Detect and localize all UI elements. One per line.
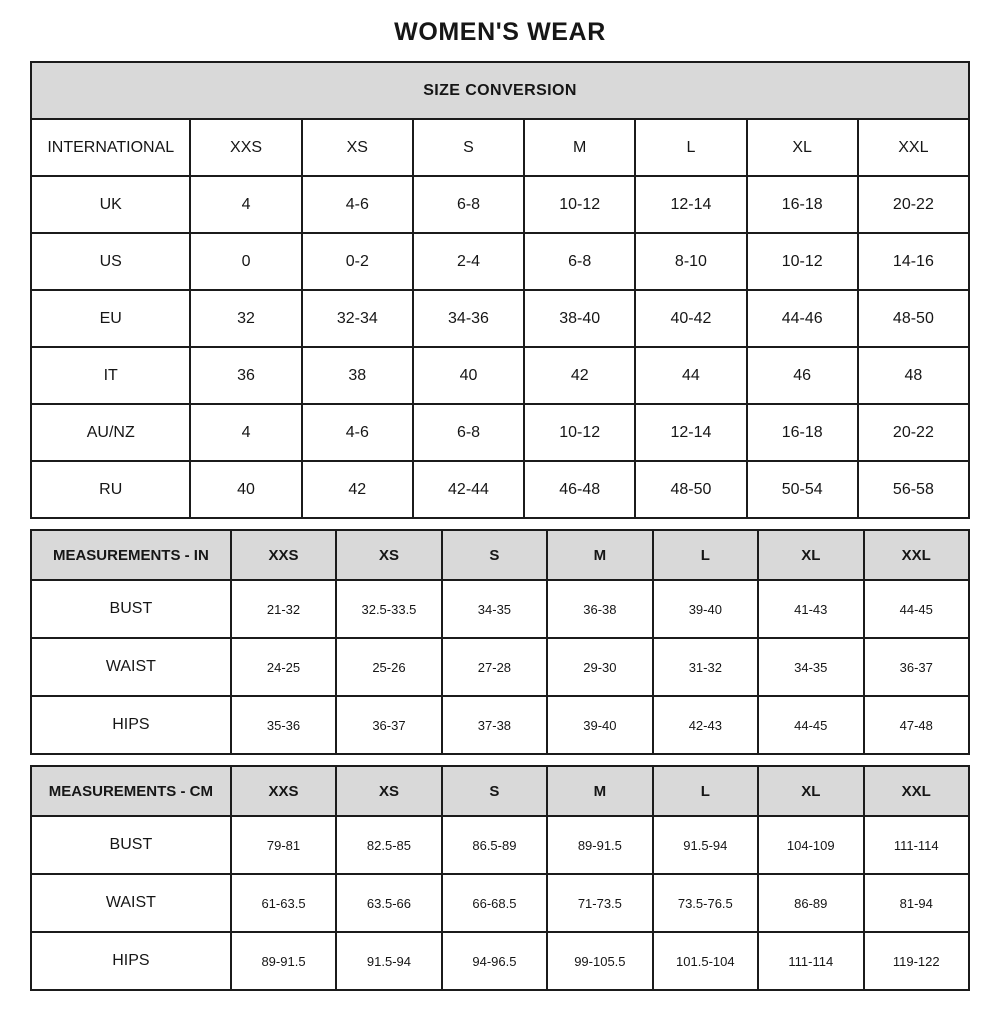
row-label: BUST (31, 816, 231, 874)
size-cell: 42-44 (413, 461, 524, 518)
size-cell: 48 (858, 347, 969, 404)
size-cell: 20-22 (858, 176, 969, 233)
column-header: XXL (864, 766, 970, 816)
row-label: UK (31, 176, 190, 233)
size-cell: 79-81 (231, 816, 336, 874)
size-cell: 99-105.5 (547, 932, 652, 990)
size-cell: 86.5-89 (442, 816, 547, 874)
row-label: IT (31, 347, 190, 404)
size-cell: 44-45 (864, 580, 970, 638)
size-cell: 4-6 (302, 404, 413, 461)
size-cell: 34-36 (413, 290, 524, 347)
column-header: M (547, 530, 652, 580)
size-cell: 40 (190, 461, 301, 518)
size-cell: 34-35 (442, 580, 547, 638)
size-cell: 42-43 (653, 696, 758, 754)
table-row (31, 347, 969, 404)
size-cell: 73.5-76.5 (653, 874, 758, 932)
row-label: AU/NZ (31, 404, 190, 461)
size-cell: 10-12 (524, 404, 635, 461)
size-cell: 101.5-104 (653, 932, 758, 990)
size-cell: 29-30 (547, 638, 652, 696)
table-row (31, 816, 969, 874)
size-cell: 38 (302, 347, 413, 404)
column-header: M (547, 766, 652, 816)
size-cell: 40-42 (635, 290, 746, 347)
size-cell: 16-18 (747, 404, 858, 461)
row-label: HIPS (31, 932, 231, 990)
size-cell: 104-109 (758, 816, 863, 874)
column-header: XXS (190, 119, 301, 176)
column-header: XXL (864, 530, 970, 580)
size-cell: 94-96.5 (442, 932, 547, 990)
size-cell: 12-14 (635, 404, 746, 461)
size-cell: 2-4 (413, 233, 524, 290)
size-cell: 10-12 (747, 233, 858, 290)
size-cell: 4-6 (302, 176, 413, 233)
column-header: L (653, 530, 758, 580)
size-cell: 4 (190, 176, 301, 233)
row-label: EU (31, 290, 190, 347)
size-cell: 6-8 (413, 176, 524, 233)
size-cell: 24-25 (231, 638, 336, 696)
size-cell: 63.5-66 (336, 874, 441, 932)
size-cell: 111-114 (758, 932, 863, 990)
size-cell: 48-50 (858, 290, 969, 347)
size-cell: 35-36 (231, 696, 336, 754)
column-header: XL (758, 530, 863, 580)
table-row (31, 638, 969, 696)
table-row (31, 404, 969, 461)
column-header: XXL (858, 119, 969, 176)
size-cell: 6-8 (413, 404, 524, 461)
table-row (31, 696, 969, 754)
size-cell: 14-16 (858, 233, 969, 290)
size-cell: 50-54 (747, 461, 858, 518)
column-header: L (653, 766, 758, 816)
row-label: WAIST (31, 638, 231, 696)
size-cell: 4 (190, 404, 301, 461)
size-cell: 46 (747, 347, 858, 404)
size-cell: 36 (190, 347, 301, 404)
table-row (31, 932, 969, 990)
table-row (31, 580, 969, 638)
column-header: XXS (231, 530, 336, 580)
size-cell: 39-40 (547, 696, 652, 754)
column-header: M (524, 119, 635, 176)
row-label: RU (31, 461, 190, 518)
size-cell: 48-50 (635, 461, 746, 518)
header-label: MEASUREMENTS - CM (31, 766, 231, 816)
size-cell: 36-37 (336, 696, 441, 754)
size-cell: 34-35 (758, 638, 863, 696)
table-row (31, 874, 969, 932)
size-cell: 89-91.5 (231, 932, 336, 990)
size-cell: 0-2 (302, 233, 413, 290)
table-row (31, 233, 969, 290)
size-cell: 119-122 (864, 932, 970, 990)
size-cell: 38-40 (524, 290, 635, 347)
size-cell: 44-46 (747, 290, 858, 347)
size-cell: 44-45 (758, 696, 863, 754)
size-cell: 12-14 (635, 176, 746, 233)
row-label: HIPS (31, 696, 231, 754)
header-label: INTERNATIONAL (31, 119, 190, 176)
column-header: XS (336, 766, 441, 816)
header-row (31, 530, 969, 580)
table-row (31, 461, 969, 518)
size-cell: 71-73.5 (547, 874, 652, 932)
size-cell: 91.5-94 (336, 932, 441, 990)
header-row (31, 766, 969, 816)
size-cell: 37-38 (442, 696, 547, 754)
size-cell: 21-32 (231, 580, 336, 638)
size-cell: 25-26 (336, 638, 441, 696)
size-cell: 82.5-85 (336, 816, 441, 874)
column-header: XXS (231, 766, 336, 816)
table-row (31, 290, 969, 347)
size-cell: 36-37 (864, 638, 970, 696)
header-row (31, 119, 969, 176)
size-cell: 47-48 (864, 696, 970, 754)
size-cell: 8-10 (635, 233, 746, 290)
size-cell: 89-91.5 (547, 816, 652, 874)
measurements-cm-table (30, 765, 970, 991)
header-label: MEASUREMENTS - IN (31, 530, 231, 580)
column-header: XS (336, 530, 441, 580)
size-cell: 42 (302, 461, 413, 518)
size-cell: 20-22 (858, 404, 969, 461)
size-conversion-table (30, 61, 970, 519)
size-cell: 36-38 (547, 580, 652, 638)
size-cell: 6-8 (524, 233, 635, 290)
column-header: S (413, 119, 524, 176)
row-label: BUST (31, 580, 231, 638)
column-header: S (442, 766, 547, 816)
size-cell: 61-63.5 (231, 874, 336, 932)
size-cell: 32 (190, 290, 301, 347)
size-cell: 0 (190, 233, 301, 290)
size-cell: 40 (413, 347, 524, 404)
size-cell: 16-18 (747, 176, 858, 233)
size-cell: 41-43 (758, 580, 863, 638)
size-cell: 44 (635, 347, 746, 404)
table-row (31, 176, 969, 233)
column-header: XS (302, 119, 413, 176)
tables-container (30, 61, 970, 991)
banner-row (31, 62, 969, 119)
size-cell: 10-12 (524, 176, 635, 233)
column-header: L (635, 119, 746, 176)
size-cell: 39-40 (653, 580, 758, 638)
measurements-in-table (30, 529, 970, 755)
size-cell: 66-68.5 (442, 874, 547, 932)
row-label: US (31, 233, 190, 290)
size-cell: 86-89 (758, 874, 863, 932)
size-cell: 56-58 (858, 461, 969, 518)
size-cell: 32.5-33.5 (336, 580, 441, 638)
size-cell: 111-114 (864, 816, 970, 874)
size-cell: 91.5-94 (653, 816, 758, 874)
column-header: XL (747, 119, 858, 176)
size-cell: 81-94 (864, 874, 970, 932)
row-label: WAIST (31, 874, 231, 932)
column-header: S (442, 530, 547, 580)
page-title: WOMEN'S WEAR (394, 18, 606, 46)
size-cell: 46-48 (524, 461, 635, 518)
size-cell: 32-34 (302, 290, 413, 347)
size-cell: 31-32 (653, 638, 758, 696)
size-conversion-title: SIZE CONVERSION (31, 62, 969, 119)
size-cell: 42 (524, 347, 635, 404)
size-cell: 27-28 (442, 638, 547, 696)
column-header: XL (758, 766, 863, 816)
